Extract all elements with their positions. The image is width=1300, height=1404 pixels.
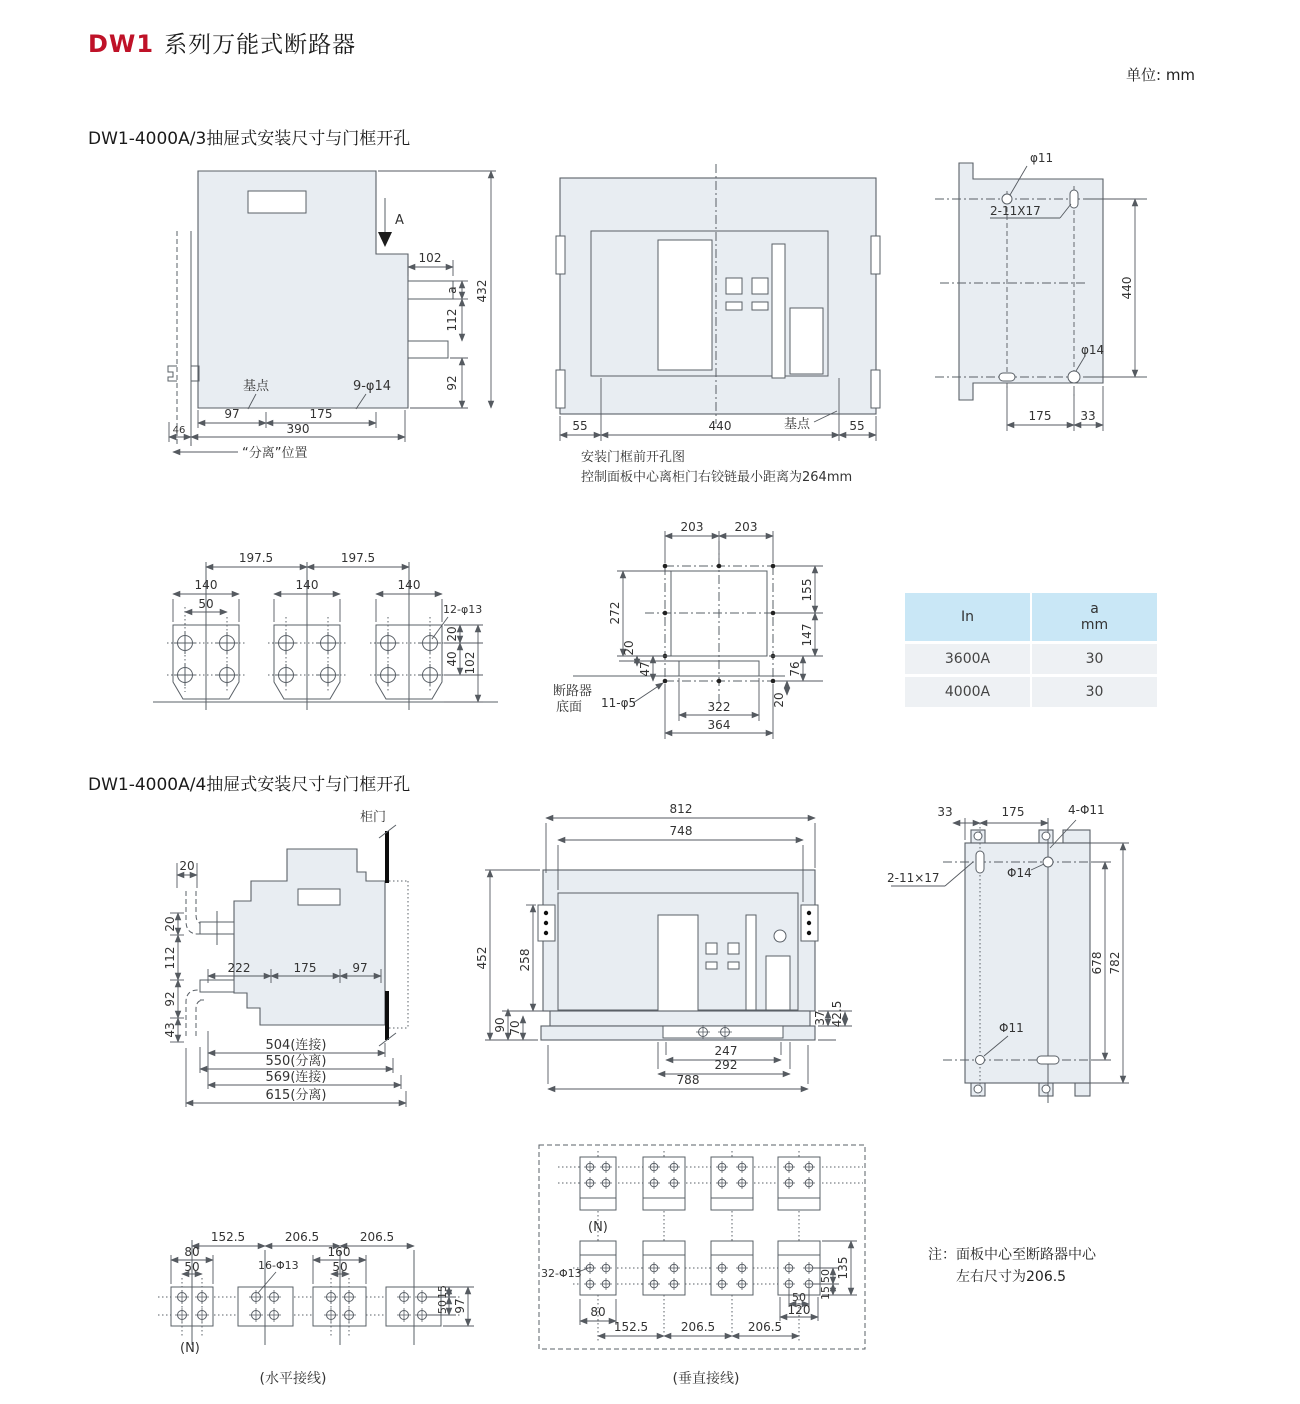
dim-label: 135 <box>836 1256 850 1280</box>
page-title-text: 系列万能式断路器 <box>164 32 357 58</box>
dim-label: 140 <box>397 578 421 592</box>
dim-label: 102 <box>418 251 442 265</box>
dim-label: 43 <box>163 1022 177 1038</box>
dim-label: 80 <box>590 1305 606 1319</box>
dim-label: 基点 <box>242 379 270 394</box>
rating-table-header <box>905 593 1157 641</box>
dim-label: 452 <box>475 946 489 970</box>
dim-label: 292 <box>714 1058 738 1072</box>
dim-label: 615(分离) <box>265 1088 327 1103</box>
s1-front-view-drawing <box>556 156 906 504</box>
dim-label: 788 <box>676 1073 700 1087</box>
neutral-label: (N) <box>588 1220 608 1235</box>
dim-label: 50 <box>184 1260 200 1274</box>
unit-label: 单位: mm <box>1126 66 1196 84</box>
s2-vertical-shapes <box>539 1145 865 1349</box>
dim-label: 20 <box>179 859 195 873</box>
dim-label: 11-φ5 <box>601 696 637 710</box>
dim-label: 20 <box>163 916 177 932</box>
dim-label: 206.5 <box>284 1230 320 1244</box>
dim-label: 440 <box>1120 276 1134 300</box>
dim-label: 2-11X17 <box>990 204 1041 218</box>
s2-horizontal-wiring-drawing <box>138 1220 526 1395</box>
dim-label: 20 <box>622 640 636 656</box>
dim-label: 柜门 <box>360 810 387 825</box>
section2-heading: DW1-4000A/4抽屉式安装尺寸与门框开孔 <box>88 775 411 795</box>
dim-label: 2-11×17 <box>887 871 940 885</box>
dim-label: 底面 <box>556 700 583 715</box>
dim-label: 748 <box>669 824 693 838</box>
dim-label: a <box>445 286 459 294</box>
dim-label: 70 <box>508 1020 522 1036</box>
dim-label: 160 <box>327 1245 351 1259</box>
s2-side-view-drawing <box>148 803 488 1133</box>
dim-label: 175 <box>1028 409 1052 423</box>
dim-label: φ14 <box>1081 343 1105 357</box>
dim-label: 155 <box>800 578 814 602</box>
dim-label: 50 <box>792 1291 806 1304</box>
dim-label: 46 <box>172 425 186 436</box>
neutral-label: (N) <box>180 1341 200 1356</box>
drawing-caption: (水平接线) <box>259 1371 327 1387</box>
dim-label: 断路器 <box>553 684 593 699</box>
dim-label: 102 <box>463 651 477 675</box>
dim-label: 80 <box>184 1245 200 1259</box>
s1-door-cutout-drawing <box>553 503 893 768</box>
dim-label: 247 <box>714 1044 738 1058</box>
dim-label: 4-Φ11 <box>1068 803 1105 817</box>
dim-label: 基点 <box>784 417 811 432</box>
rating-table <box>905 593 1157 707</box>
dim-label: 92 <box>445 375 459 391</box>
footnote <box>928 1244 1096 1288</box>
s1-front-shapes <box>556 164 880 424</box>
dim-label: 175 <box>293 961 317 975</box>
dim-label: 50 <box>198 597 214 611</box>
dim-label: 55 <box>572 419 588 433</box>
s2-plate-shapes <box>943 818 1113 1103</box>
footnote-line2: 左右尺寸为206.5 <box>956 1269 1067 1285</box>
dim-label: 12-φ13 <box>443 603 483 616</box>
dim-label: 97 <box>352 961 368 975</box>
dim-label: 782 <box>1108 951 1122 975</box>
dim-label: 76 <box>788 661 802 677</box>
s2-front-shapes <box>538 870 818 1040</box>
dim-label: 678 <box>1090 951 1104 975</box>
dim-label: 152.5 <box>613 1320 649 1334</box>
s2-vertical-wiring-drawing <box>533 1133 881 1404</box>
dim-label: 47 <box>638 661 652 677</box>
section1-heading: DW1-4000A/3抽屉式安装尺寸与门框开孔 <box>88 129 411 149</box>
table-row <box>905 644 1157 674</box>
s2-horizontal-shapes <box>158 1240 460 1345</box>
dim-label: 432 <box>475 279 489 303</box>
dim-label: 32-Φ13 <box>541 1267 582 1280</box>
dim-label: 120 <box>787 1303 811 1317</box>
dim-label: 97 <box>453 1298 467 1314</box>
cell-a-3600: 30 <box>1032 644 1157 674</box>
dim-label: 140 <box>295 578 319 592</box>
dim-label: 140 <box>194 578 218 592</box>
dim-label: 504(连接) <box>265 1038 327 1053</box>
dim-label: 15 <box>436 1285 449 1299</box>
dim-label: 206.5 <box>680 1320 716 1334</box>
dim-label: 272 <box>608 601 622 625</box>
dim-label: 206.5 <box>359 1230 395 1244</box>
s1-plate-view-drawing <box>935 146 1210 448</box>
col-header-a-line2: mm <box>1080 617 1109 633</box>
dim-label: 50 <box>332 1260 348 1274</box>
dim-label: 33 <box>937 805 953 819</box>
cell-in-4000: 4000A <box>905 677 1030 707</box>
drawing-caption: 控制面板中心离柜门右铰链最小距离为264mm <box>581 470 853 485</box>
dim-label: 197.5 <box>340 551 376 565</box>
col-header-in: In <box>905 593 1030 641</box>
cell-a-4000: 30 <box>1032 677 1157 707</box>
s2-plate-view-drawing <box>883 798 1183 1130</box>
dim-label: 9-φ14 <box>352 379 392 394</box>
dim-label: 258 <box>518 948 532 972</box>
dim-label: 55 <box>849 419 865 433</box>
dim-label: 50 <box>436 1300 449 1314</box>
dim-label: 206.5 <box>747 1320 783 1334</box>
page-title <box>88 26 356 59</box>
dim-label: 33 <box>1080 409 1096 423</box>
footnote-line1: 注：面板中心至断路器中心 <box>928 1247 1096 1263</box>
s1-side-shapes <box>168 171 453 446</box>
dim-label: A <box>395 213 404 228</box>
dim-label: 42.5 <box>830 1000 844 1028</box>
dim-label: Φ14 <box>1007 866 1032 880</box>
col-header-a-line1: a <box>1090 601 1099 617</box>
dim-label: Φ11 <box>999 1021 1024 1035</box>
dim-label: 322 <box>707 700 731 714</box>
col-header-a <box>1032 593 1157 641</box>
drawing-caption: (垂直接线) <box>672 1371 740 1387</box>
dim-label: 175 <box>309 407 333 421</box>
s1-side-view-drawing <box>148 146 558 478</box>
dim-label: 152.5 <box>210 1230 246 1244</box>
dim-label: 390 <box>286 422 310 436</box>
dim-label: 90 <box>493 1017 507 1033</box>
brand-name: DW1 <box>88 30 155 58</box>
s1-front-labels <box>572 416 864 485</box>
dim-label: 812 <box>669 802 693 816</box>
cell-in-3600: 3600A <box>905 644 1030 674</box>
dim-label: 203 <box>734 520 758 534</box>
dim-label: 222 <box>227 961 251 975</box>
drawing-caption: 安装门框前开孔图 <box>581 450 686 465</box>
dim-label: 203 <box>680 520 704 534</box>
s1-busbar-view-drawing <box>148 522 583 740</box>
dim-label: 175 <box>1001 805 1025 819</box>
dim-label: 92 <box>163 991 177 1007</box>
dim-label: 16-Φ13 <box>258 1259 299 1272</box>
dim-label: 569(连接) <box>265 1070 327 1085</box>
s2-front-view-drawing <box>475 798 880 1130</box>
dim-label: “分离”位置 <box>242 446 308 461</box>
dim-label: 15 <box>819 1286 832 1300</box>
dim-label: 197.5 <box>238 551 274 565</box>
dim-label: 20 <box>445 626 459 642</box>
dim-label: 40 <box>445 651 459 667</box>
dim-label: 440 <box>708 419 732 433</box>
dim-label: 112 <box>163 946 177 970</box>
dim-label: 112 <box>445 308 459 332</box>
dim-label: 147 <box>800 623 814 647</box>
dim-label: 364 <box>707 718 731 732</box>
dim-label: 550(分离) <box>265 1054 327 1069</box>
table-row <box>905 677 1157 707</box>
s2-side-shapes <box>186 825 408 1046</box>
dim-label: 20 <box>772 692 786 708</box>
dim-label: φ11 <box>1030 151 1054 165</box>
dim-label: 37 <box>813 1010 827 1026</box>
dim-label: 50 <box>819 1269 832 1283</box>
dim-label: 97 <box>224 407 240 421</box>
